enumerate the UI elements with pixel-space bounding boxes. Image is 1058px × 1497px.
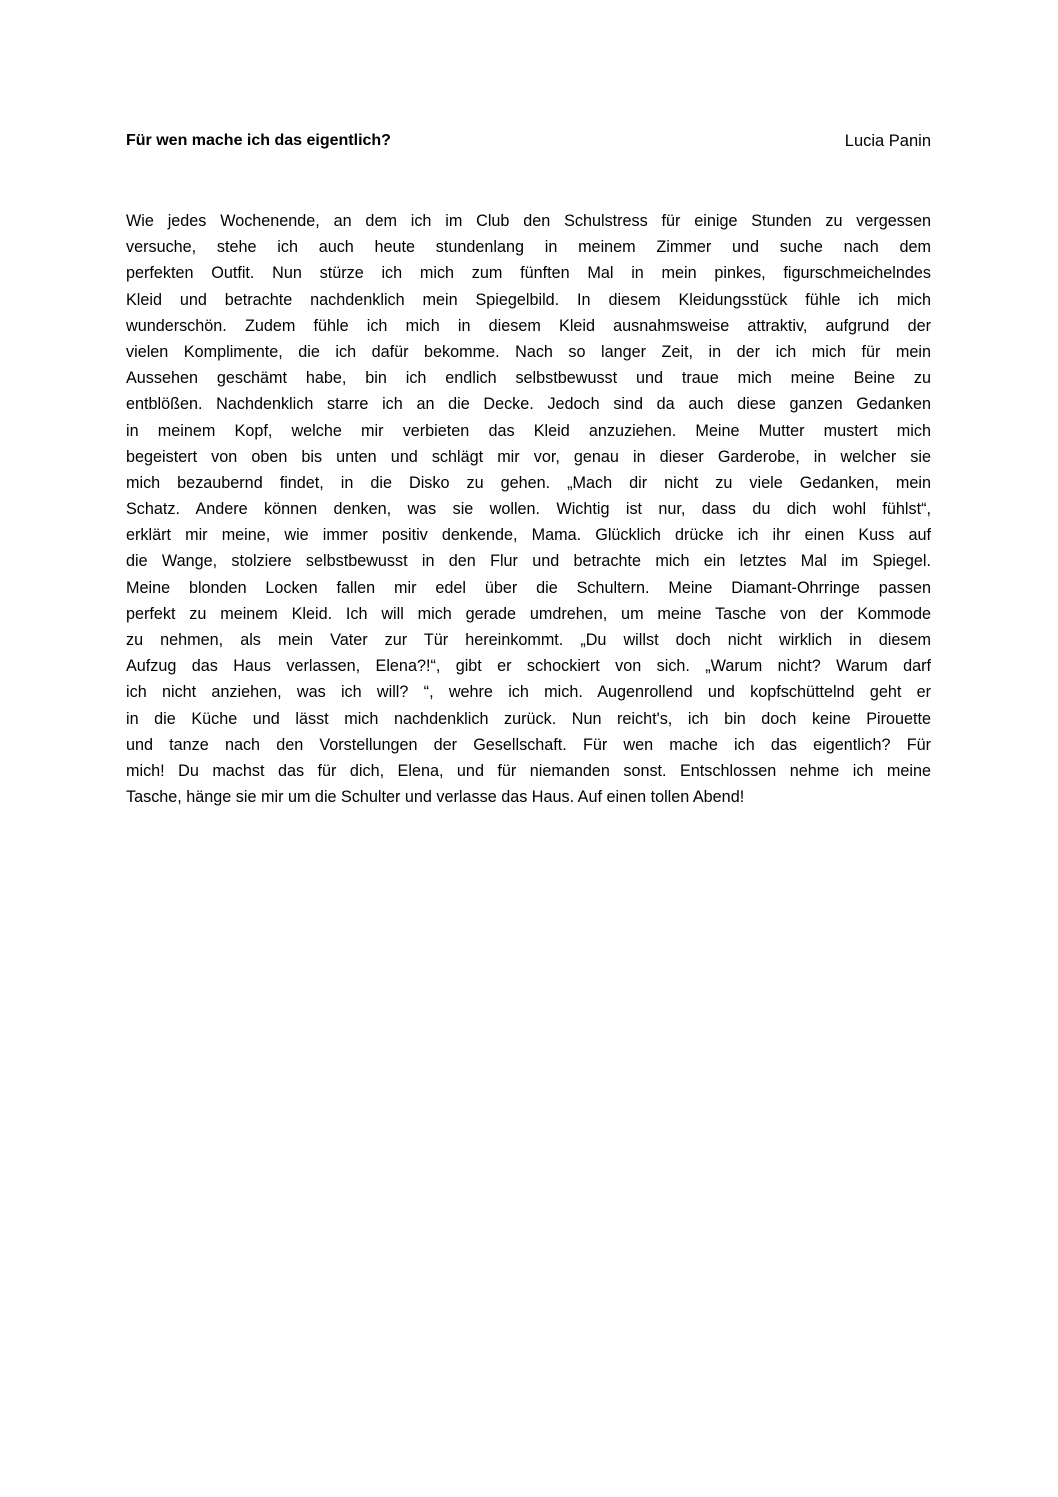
text-line: die Wange, stolziere selbstbewusst in den Flur und betrachte mich ein letztes Mal im Spiegel. xyxy=(126,552,931,571)
text-line: mich! Du machst das für dich, Elena, und für niemanden sonst. Entschlossen nehme ich meine xyxy=(126,761,931,780)
text-line: Aufzug das Haus verlassen, Elena?!“, gibt er schockiert von sich. „Warum nicht? Warum darf xyxy=(126,657,931,676)
text-line: Kleid und betrachte nachdenklich mein Spiegelbild. In diesem Kleidungsstück fühle ich mich xyxy=(126,290,931,309)
text-line: wunderschön. Zudem fühle ich mich in diesem Kleid ausnahmsweise attraktiv, aufgrund der xyxy=(126,316,931,335)
story-paragraph xyxy=(126,208,931,810)
text-line: und tanze nach den Vorstellungen der Gesellschaft. Für wen mache ich das eigentlich? Für xyxy=(126,735,931,754)
text-line: Schatz. Andere können denken, was sie wollen. Wichtig ist nur, dass du dich wohl fühlst“, xyxy=(126,500,931,519)
text-line: vielen Komplimente, die ich dafür bekomme. Nach so langer Zeit, in der ich mich für mein xyxy=(126,342,931,361)
text-line: zu nehmen, als mein Vater zur Tür hereinkommt. „Du willst doch nicht wirklich in diesem xyxy=(126,631,931,649)
text-line: in meinem Kopf, welche mir verbieten das Kleid anzuziehen. Meine Mutter mustert mich xyxy=(126,421,931,440)
text-line: mich bezaubernd findet, in die Disko zu gehen. „Mach dir nicht zu viele Gedanken, mein xyxy=(126,473,931,492)
text-line: in die Küche und lässt mich nachdenklich zurück. Nun reicht's, ich bin doch keine Pirouette xyxy=(126,709,931,728)
document-title: Für wen mache ich das eigentlich? xyxy=(126,132,391,149)
text-line: Wie jedes Wochenende, an dem ich im Club den Schulstress für einige Stunden zu vergessen xyxy=(126,212,931,230)
text-line: Meine blonden Locken fallen mir edel über die Schultern. Meine Diamant-Ohrringe passen xyxy=(126,578,931,597)
text-line: begeistert von oben bis unten und schlägt mir vor, genau in dieser Garderobe, in welcher sie xyxy=(126,447,931,466)
text-line: perfekten Outfit. Nun stürze ich mich zum fünften Mal in mein pinkes, figurschmeichelndes xyxy=(126,264,931,283)
text-line: Tasche, hänge sie mir um die Schulter und verlasse das Haus. Auf einen tollen Abend! xyxy=(126,788,745,807)
text-line: perfekt zu meinem Kleid. Ich will mich gerade umdrehen, um meine Tasche von der Kommode xyxy=(126,604,931,623)
text-line: ich nicht anziehen, was ich will? “, wehre ich mich. Augenrollend und kopfschüttelnd geht er xyxy=(126,683,931,702)
author-name: Lucia Panin xyxy=(844,132,931,150)
text-line: erklärt mir meine, wie immer positiv denkende, Mama. Glücklich drücke ich ihr einen Kuss auf xyxy=(126,526,931,545)
text-line: versuche, stehe ich auch heute stundenlang in meinem Zimmer und suche nach dem xyxy=(126,238,931,257)
text-line: entblößen. Nachdenklich starre ich an die Decke. Jedoch sind da auch diese ganzen Gedanken xyxy=(126,395,931,414)
text-line: Aussehen geschämt habe, bin ich endlich selbstbewusst und traue mich meine Beine zu xyxy=(126,369,931,388)
document-header xyxy=(126,128,931,154)
